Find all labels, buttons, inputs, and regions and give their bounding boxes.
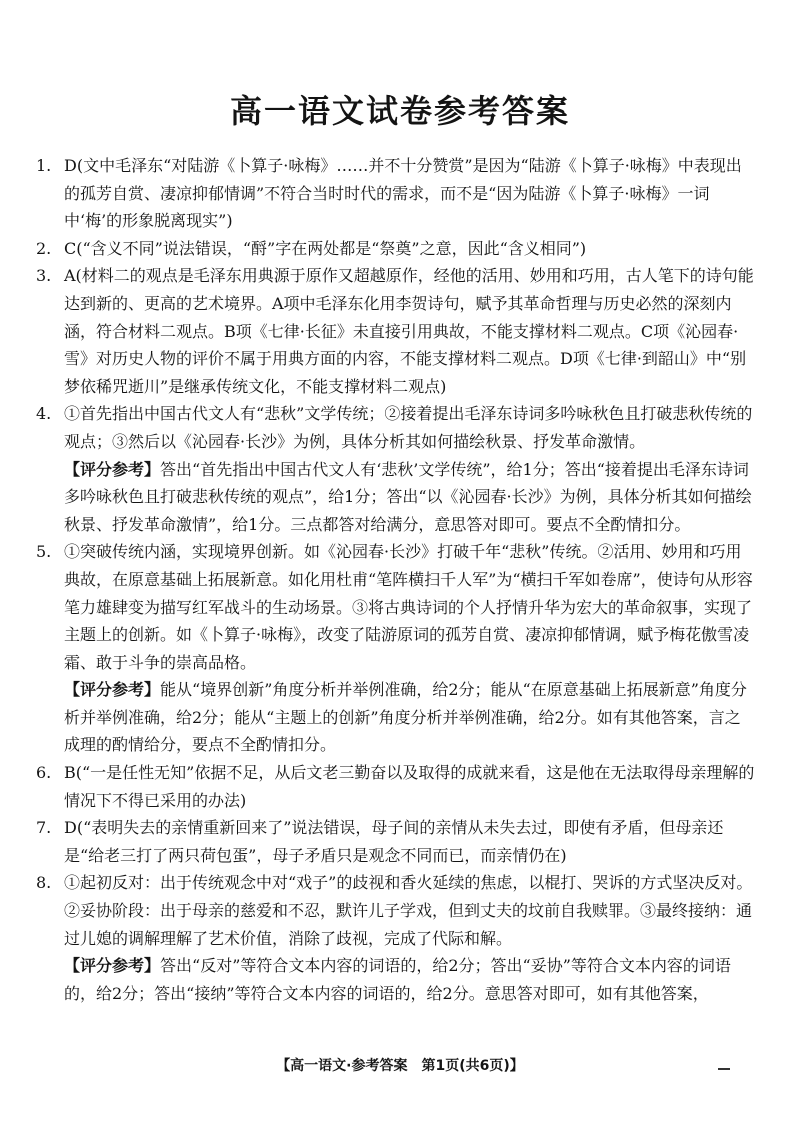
answer-item-5: [36, 538, 756, 676]
answer-number: 5.: [36, 542, 52, 562]
scoring-text: 答出“首先指出中国古代文人有‘悲秋’文学传统”，给1分；答出“接着提出毛泽东诗词多吟咏秋色且打破悲秋传统的观点”，给1分；答出“以《沁园春·长沙》为例，具体分析其如何描绘秋景、抒发革命激情”，给1分。三点都答对给满分，意思答对即可。要点不全酌情扣分。: [64, 459, 752, 534]
answer-item-4: [36, 400, 756, 455]
scoring-note-8: [50, 952, 756, 1007]
answer-text: ①起初反对：出于传统观念中对“戏子”的歧视和香火延续的焦虑，以棍打、哭诉的方式坚决反对。②妥协阶段：出于母亲的慈爱和不忍，默许儿子学戏，但到丈夫的坟前自我赎罪。③最终接纳：通过儿媳的调解理解了艺术价值，消除了歧视，完成了代际和解。: [64, 873, 753, 948]
scoring-text: 答出“反对”等符合文本内容的词语的，给2分；答出“妥协”等符合文本内容的词语的，给2分；答出“接纳”等符合文本内容的词语的，给2分。意思答对即可，如有其他答案，: [64, 956, 731, 1003]
answer-text: A(材料二的观点是毛泽东用典源于原作又超越原作，经他的活用、妙用和巧用，古人笔下的诗句能达到新的、更高的艺术境界。A项中毛泽东化用李贺诗句，赋予其革命哲理与历史必然的深刻内涵，符合材料二观点。B项《七律·长征》未直接引用典故，不能支撑材料二观点。C项《沁园春·雪》对历史人物的评价不属于用典方面的内容，不能支撑材料二观点。D项《七律·到韶山》中“别梦依稀咒逝川”是继承传统文化，不能支撑材料二观点): [64, 266, 754, 396]
corner-mark: [718, 1068, 730, 1070]
answer-item-8: [36, 869, 756, 952]
answer-text: B(“一是任性无知”依据不足，从后文老三勤奋以及取得的成就来看，这是他在无法取得母亲理解的情况下不得已采用的办法): [64, 763, 755, 810]
answer-number: 4.: [36, 404, 52, 424]
answer-number: 3.: [36, 266, 52, 286]
scoring-tag: 【评分参考】: [64, 680, 161, 700]
answer-number: 8.: [36, 873, 52, 893]
answer-list: [36, 152, 756, 1007]
answer-text: ①突破传统内涵，实现境界创新。如《沁园春·长沙》打破千年“悲秋”传统。②活用、妙用和巧用典故，在原意基础上拓展新意。如化用杜甫“笔阵横扫千人军”为“横扫千军如卷席”，使诗句从形容笔力雄肆变为描写红军战斗的生动场景。③将古典诗词的个人抒情升华为宏大的革命叙事，实现了主题上的创新。如《卜算子·咏梅》，改变了陆游原词的孤芳自赏、凄凉抑郁情调，赋予梅花傲雪凌霜、敢于斗争的崇高品格。: [64, 542, 753, 672]
answer-item-3: [36, 262, 756, 400]
scoring-tag: 【评分参考】: [64, 459, 161, 479]
answer-text: D(“表明失去的亲情重新回来了”说法错误，母子间的亲情从未失去过，即使有矛盾，但母亲还是“给老三打了两只荷包蛋”，母子矛盾只是观念不同而已，而亲情仍在): [64, 818, 724, 865]
answer-item-6: [36, 759, 756, 814]
page-title: 高一语文试卷参考答案: [229, 92, 570, 130]
scoring-note-5: [50, 676, 756, 759]
answer-item-2: [36, 235, 756, 263]
answer-item-1: [36, 152, 756, 235]
page-footer: 【高一语文·参考答案 第1页(共6页)】: [276, 1058, 524, 1074]
answer-text: D(文中毛泽东“对陆游《卜算子·咏梅》……并不十分赞赏”是因为“陆游《卜算子·咏梅》中表现出的孤芳自赏、凄凉抑郁情调”不符合当时时代的需求，而不是“因为陆游《卜算子·咏梅》一词中‘梅’的形象脱离现实”): [64, 156, 742, 231]
scoring-text: 能从“境界创新”角度分析并举例准确，给2分；能从“在原意基础上拓展新意”角度分析并举例准确，给2分；能从“主题上的创新”角度分析并举例准确，给2分。如有其他答案，言之成理的酌情给分，要点不全酌情扣分。: [64, 680, 747, 755]
answer-number: 2.: [36, 238, 52, 258]
scoring-tag: 【评分参考】: [64, 956, 161, 976]
answer-number: 7.: [36, 818, 52, 838]
answer-number: 6.: [36, 763, 52, 783]
answer-text: C(“含义不同”说法错误，“酹”字在两处都是“祭奠”之意，因此“含义相同”): [64, 238, 587, 258]
scoring-note-4: [50, 456, 756, 539]
answer-number: 1.: [36, 156, 52, 175]
answer-text: ①首先指出中国古代文人有“悲秋”文学传统；②接着提出毛泽东诗词多吟咏秋色且打破悲秋传统的观点；③然后以《沁园春·长沙》为例，具体分析其如何描绘秋景、抒发革命激情。: [64, 404, 753, 451]
answer-item-7: [36, 814, 756, 869]
